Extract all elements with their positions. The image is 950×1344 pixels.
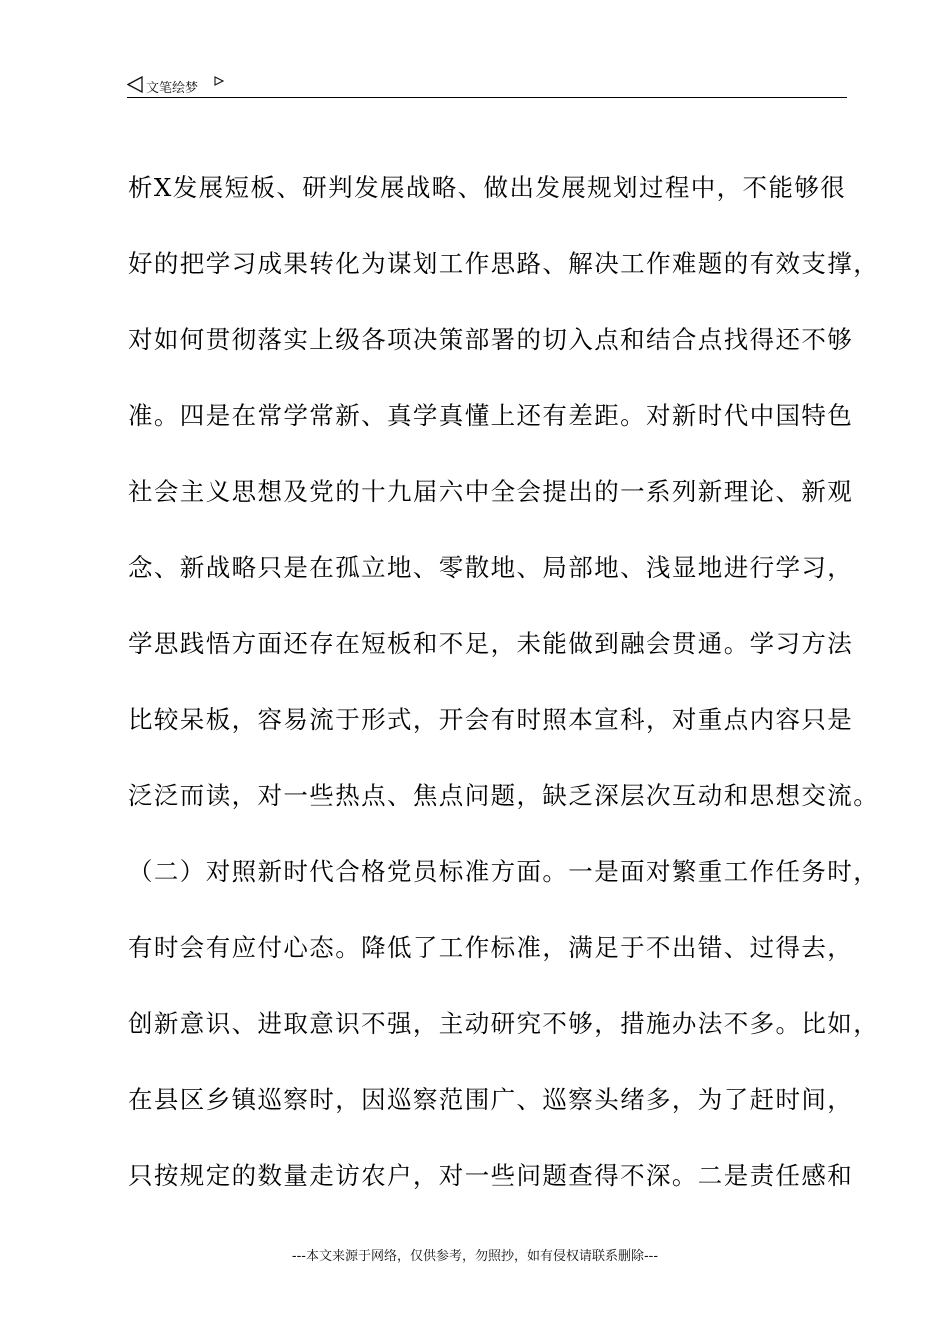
body-line: 析X发展短板、研判发展战略、做出发展规划过程中，不能够很 [128,173,847,202]
body-line: 社会主义思想及党的十九届六中全会提出的一系列新理论、新观 [128,477,854,506]
body-line: 准。四是在常学常新、真学真懂上还有差距。对新时代中国特色 [128,401,854,430]
body-line: 创新意识、进取意识不强，主动研究不够，措施办法不多。比如， [128,1009,880,1038]
page-header [127,74,847,98]
body-line: 比较呆板，容易流于形式，开会有时照本宣科，对重点内容只是 [128,705,854,734]
footer-disclaimer: ---本文来源于网络，仅供参考，勿照抄，如有侵权请联系删除--- [291,1249,659,1264]
body-line: 对如何贯彻落实上级各项决策部署的切入点和结合点找得还不够 [128,325,854,354]
body-line: 泛泛而读，对一些热点、焦点问题，缺乏深层次互动和思想交流。 [128,781,880,810]
body-line: 只按规定的数量走访农户，对一些问题查得不深。二是责任感和 [128,1161,854,1190]
header-rule [127,97,847,98]
body-line: 学思践悟方面还存在短板和不足，未能做到融会贯通。学习方法 [128,629,854,658]
document-body [128,170,880,1234]
body-line: 在县区乡镇巡察时，因巡察范围广、巡察头绪多，为了赶时间， [128,1085,854,1114]
body-line: （二）对照新时代合格党员标准方面。一是面对繁重工作任务时， [128,857,880,886]
header-brand: 文笔绘梦 [146,81,199,96]
triangle-right-icon [214,75,224,90]
body-line: 有时会有应付心态。降低了工作标准，满足于不出错、过得去， [128,933,854,962]
triangle-left-icon [127,76,143,97]
body-line: 好的把学习成果转化为谋划工作思路、解决工作难题的有效支撑， [128,249,880,278]
body-line: 念、新战略只是在孤立地、零散地、局部地、浅显地进行学习， [128,553,854,582]
